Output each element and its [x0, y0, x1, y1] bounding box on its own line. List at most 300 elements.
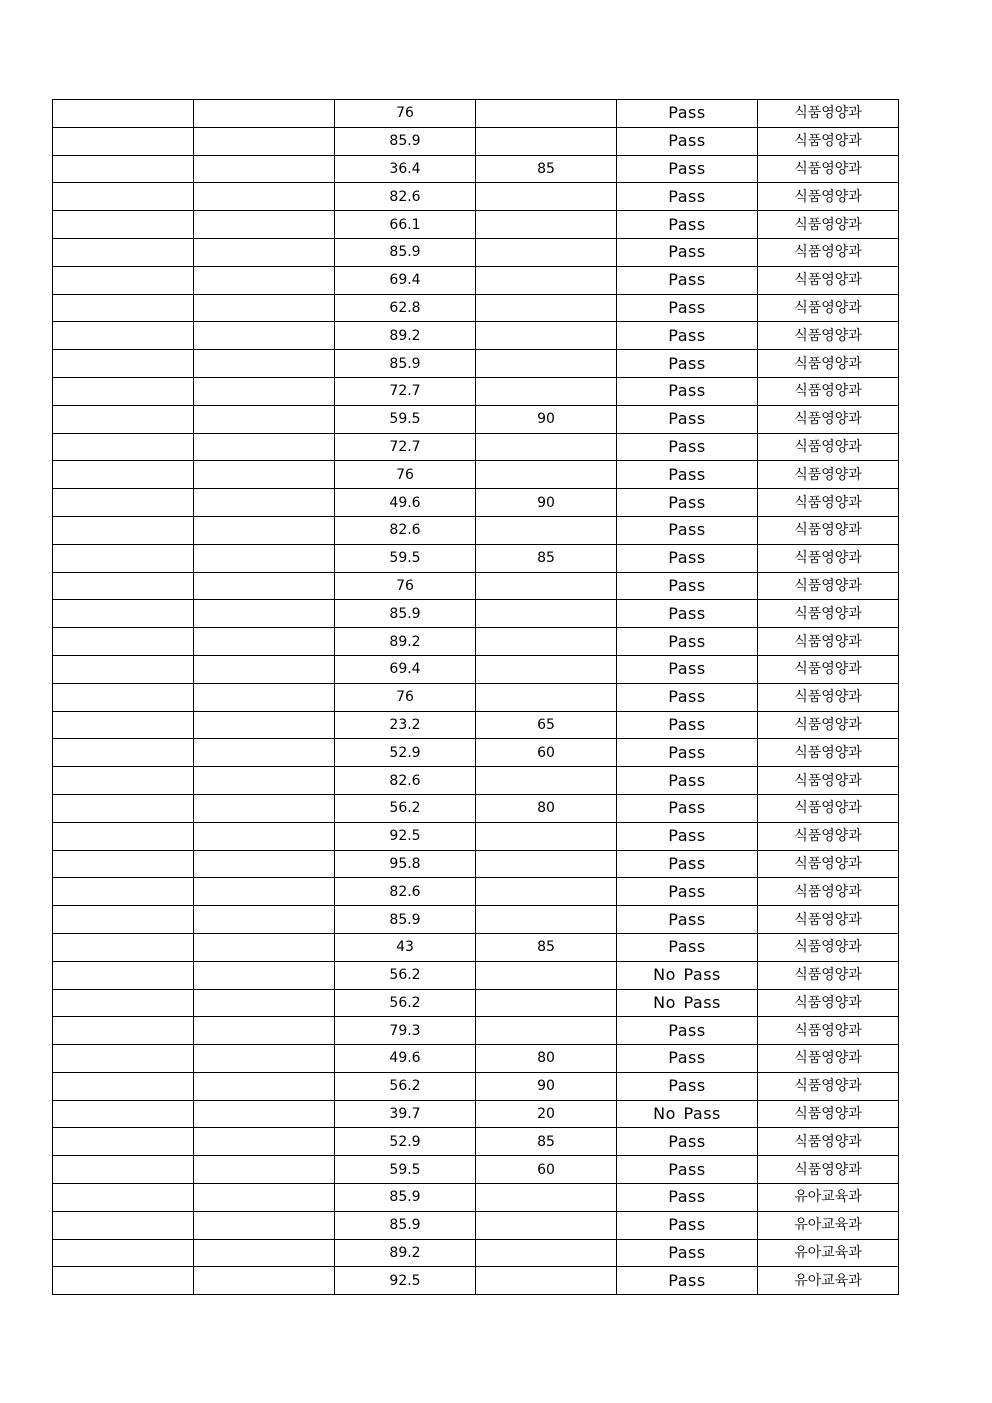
cell-score-2: [476, 1267, 617, 1295]
cell-score-2: 60: [476, 739, 617, 767]
cell-col-2: [194, 1100, 335, 1128]
cell-department: 식품영양과: [758, 489, 899, 517]
cell-col-2: [194, 433, 335, 461]
cell-result: Pass: [617, 1017, 758, 1045]
cell-col-2: [194, 794, 335, 822]
cell-score: 85.9: [335, 906, 476, 934]
cell-department: 식품영양과: [758, 1128, 899, 1156]
cell-result: Pass: [617, 100, 758, 128]
table-row: [53, 906, 899, 934]
cell-department: 유아교육과: [758, 1239, 899, 1267]
table-row: [53, 850, 899, 878]
cell-score-2: 85: [476, 155, 617, 183]
cell-department: 식품영양과: [758, 405, 899, 433]
table-row: [53, 461, 899, 489]
cell-score-2: [476, 822, 617, 850]
cell-score-2: [476, 266, 617, 294]
cell-department: 식품영양과: [758, 1156, 899, 1184]
cell-score-2: 85: [476, 1128, 617, 1156]
cell-col-1: [53, 655, 194, 683]
cell-department: 식품영양과: [758, 238, 899, 266]
cell-col-1: [53, 1239, 194, 1267]
cell-score: 76: [335, 461, 476, 489]
cell-col-1: [53, 433, 194, 461]
cell-col-1: [53, 211, 194, 239]
cell-col-1: [53, 989, 194, 1017]
cell-col-1: [53, 933, 194, 961]
cell-score-2: [476, 767, 617, 795]
cell-department: 식품영양과: [758, 711, 899, 739]
cell-col-1: [53, 572, 194, 600]
cell-col-2: [194, 1211, 335, 1239]
cell-col-1: [53, 322, 194, 350]
cell-department: 식품영양과: [758, 878, 899, 906]
table-row: [53, 1239, 899, 1267]
table-row: [53, 1017, 899, 1045]
cell-col-2: [194, 767, 335, 795]
cell-col-2: [194, 322, 335, 350]
cell-col-2: [194, 1184, 335, 1212]
cell-score-2: [476, 516, 617, 544]
cell-result: Pass: [617, 1211, 758, 1239]
table-row: [53, 1072, 899, 1100]
cell-col-2: [194, 1128, 335, 1156]
cell-score-2: [476, 322, 617, 350]
cell-score: 89.2: [335, 1239, 476, 1267]
cell-col-1: [53, 1267, 194, 1295]
cell-col-2: [194, 516, 335, 544]
cell-score: 49.6: [335, 1045, 476, 1073]
table-row: [53, 655, 899, 683]
table-row: [53, 100, 899, 128]
cell-score: 23.2: [335, 711, 476, 739]
cell-col-2: [194, 1072, 335, 1100]
cell-department: 식품영양과: [758, 461, 899, 489]
cell-col-1: [53, 266, 194, 294]
cell-col-2: [194, 1156, 335, 1184]
cell-score-2: [476, 127, 617, 155]
cell-score: 79.3: [335, 1017, 476, 1045]
cell-result: Pass: [617, 850, 758, 878]
table-row: [53, 377, 899, 405]
table-row: [53, 155, 899, 183]
cell-col-2: [194, 461, 335, 489]
cell-col-2: [194, 377, 335, 405]
cell-col-2: [194, 294, 335, 322]
cell-result: Pass: [617, 600, 758, 628]
cell-col-2: [194, 600, 335, 628]
cell-result: Pass: [617, 489, 758, 517]
cell-department: 식품영양과: [758, 211, 899, 239]
cell-col-2: [194, 350, 335, 378]
cell-score: 66.1: [335, 211, 476, 239]
cell-col-1: [53, 238, 194, 266]
cell-score-2: [476, 628, 617, 656]
cell-score-2: [476, 211, 617, 239]
table-row: [53, 433, 899, 461]
cell-result: Pass: [617, 1156, 758, 1184]
table-row: [53, 350, 899, 378]
cell-score-2: [476, 655, 617, 683]
table-row: [53, 322, 899, 350]
table-row: [53, 544, 899, 572]
cell-score-2: 65: [476, 711, 617, 739]
cell-score: 76: [335, 683, 476, 711]
cell-score: 49.6: [335, 489, 476, 517]
cell-col-2: [194, 906, 335, 934]
cell-department: 유아교육과: [758, 1267, 899, 1295]
cell-col-2: [194, 655, 335, 683]
cell-score: 89.2: [335, 322, 476, 350]
cell-col-1: [53, 628, 194, 656]
cell-department: 식품영양과: [758, 600, 899, 628]
table-row: [53, 711, 899, 739]
cell-score: 43: [335, 933, 476, 961]
cell-result: Pass: [617, 655, 758, 683]
cell-col-2: [194, 822, 335, 850]
cell-result: Pass: [617, 266, 758, 294]
cell-result: Pass: [617, 238, 758, 266]
cell-department: 식품영양과: [758, 266, 899, 294]
cell-score: 62.8: [335, 294, 476, 322]
cell-col-2: [194, 711, 335, 739]
cell-col-1: [53, 850, 194, 878]
cell-department: 식품영양과: [758, 961, 899, 989]
table-row: [53, 628, 899, 656]
table-row: [53, 1267, 899, 1295]
cell-result: No Pass: [617, 1100, 758, 1128]
cell-department: 식품영양과: [758, 572, 899, 600]
cell-result: Pass: [617, 906, 758, 934]
cell-score: 95.8: [335, 850, 476, 878]
table-row: [53, 1156, 899, 1184]
cell-col-1: [53, 1184, 194, 1212]
cell-department: 식품영양과: [758, 516, 899, 544]
cell-department: 식품영양과: [758, 850, 899, 878]
cell-score-2: 20: [476, 1100, 617, 1128]
cell-department: 식품영양과: [758, 794, 899, 822]
cell-col-1: [53, 350, 194, 378]
table-row: [53, 989, 899, 1017]
cell-score: 52.9: [335, 1128, 476, 1156]
cell-score-2: [476, 878, 617, 906]
cell-score: 85.9: [335, 350, 476, 378]
cell-col-2: [194, 878, 335, 906]
cell-col-2: [194, 211, 335, 239]
cell-result: Pass: [617, 461, 758, 489]
cell-result: Pass: [617, 628, 758, 656]
table-row: [53, 1184, 899, 1212]
cell-department: 식품영양과: [758, 628, 899, 656]
table-row: [53, 238, 899, 266]
cell-score-2: 90: [476, 1072, 617, 1100]
cell-score: 92.5: [335, 822, 476, 850]
cell-score: 59.5: [335, 1156, 476, 1184]
cell-score: 59.5: [335, 544, 476, 572]
cell-col-2: [194, 155, 335, 183]
cell-col-1: [53, 155, 194, 183]
cell-score-2: 85: [476, 544, 617, 572]
cell-col-1: [53, 767, 194, 795]
cell-department: 식품영양과: [758, 155, 899, 183]
cell-col-1: [53, 1100, 194, 1128]
cell-department: 식품영양과: [758, 433, 899, 461]
cell-result: Pass: [617, 878, 758, 906]
cell-col-1: [53, 294, 194, 322]
cell-score-2: [476, 461, 617, 489]
cell-score-2: [476, 1017, 617, 1045]
cell-result: Pass: [617, 1128, 758, 1156]
cell-result: Pass: [617, 377, 758, 405]
cell-score: 85.9: [335, 600, 476, 628]
cell-col-2: [194, 989, 335, 1017]
cell-department: 식품영양과: [758, 739, 899, 767]
table-row: [53, 822, 899, 850]
cell-col-2: [194, 405, 335, 433]
cell-col-2: [194, 933, 335, 961]
cell-department: 식품영양과: [758, 1045, 899, 1073]
cell-score-2: [476, 850, 617, 878]
cell-result: Pass: [617, 183, 758, 211]
cell-department: 식품영양과: [758, 294, 899, 322]
cell-result: Pass: [617, 767, 758, 795]
cell-score-2: 80: [476, 794, 617, 822]
cell-score-2: 90: [476, 489, 617, 517]
cell-col-1: [53, 1072, 194, 1100]
cell-col-1: [53, 961, 194, 989]
table-row: [53, 294, 899, 322]
table-row: [53, 683, 899, 711]
cell-score-2: [476, 1211, 617, 1239]
cell-result: Pass: [617, 516, 758, 544]
cell-col-2: [194, 961, 335, 989]
table-row: [53, 933, 899, 961]
cell-department: 식품영양과: [758, 377, 899, 405]
table-row: [53, 405, 899, 433]
cell-col-1: [53, 544, 194, 572]
cell-result: Pass: [617, 127, 758, 155]
cell-score: 56.2: [335, 1072, 476, 1100]
cell-col-2: [194, 850, 335, 878]
cell-result: Pass: [617, 294, 758, 322]
cell-score: 82.6: [335, 183, 476, 211]
cell-score: 52.9: [335, 739, 476, 767]
cell-result: Pass: [617, 1267, 758, 1295]
cell-col-1: [53, 600, 194, 628]
cell-score: 76: [335, 100, 476, 128]
cell-score-2: [476, 377, 617, 405]
table-row: [53, 211, 899, 239]
table-row: [53, 183, 899, 211]
cell-score: 36.4: [335, 155, 476, 183]
cell-col-2: [194, 1045, 335, 1073]
cell-result: Pass: [617, 405, 758, 433]
cell-result: Pass: [617, 1239, 758, 1267]
cell-score: 56.2: [335, 794, 476, 822]
cell-score-2: 85: [476, 933, 617, 961]
cell-result: Pass: [617, 933, 758, 961]
cell-score: 76: [335, 572, 476, 600]
cell-score-2: [476, 100, 617, 128]
cell-score-2: 80: [476, 1045, 617, 1073]
table-row: [53, 266, 899, 294]
cell-department: 식품영양과: [758, 1017, 899, 1045]
cell-col-1: [53, 906, 194, 934]
cell-score-2: [476, 572, 617, 600]
cell-department: 식품영양과: [758, 322, 899, 350]
cell-col-2: [194, 739, 335, 767]
cell-result: Pass: [617, 739, 758, 767]
cell-col-1: [53, 516, 194, 544]
table-row: [53, 794, 899, 822]
cell-col-1: [53, 183, 194, 211]
cell-col-1: [53, 377, 194, 405]
cell-result: Pass: [617, 711, 758, 739]
table-row: [53, 1211, 899, 1239]
cell-result: Pass: [617, 211, 758, 239]
cell-score-2: [476, 1239, 617, 1267]
cell-result: Pass: [617, 1184, 758, 1212]
results-table-body: [53, 100, 899, 1295]
cell-score: 85.9: [335, 1211, 476, 1239]
cell-department: 식품영양과: [758, 655, 899, 683]
cell-col-1: [53, 794, 194, 822]
table-row: [53, 516, 899, 544]
cell-department: 식품영양과: [758, 989, 899, 1017]
cell-score-2: [476, 906, 617, 934]
cell-score-2: [476, 350, 617, 378]
cell-score: 72.7: [335, 377, 476, 405]
table-row: [53, 961, 899, 989]
cell-score: 85.9: [335, 1184, 476, 1212]
table-row: [53, 600, 899, 628]
cell-col-2: [194, 1267, 335, 1295]
cell-score: 39.7: [335, 1100, 476, 1128]
cell-department: 식품영양과: [758, 683, 899, 711]
cell-col-2: [194, 238, 335, 266]
cell-department: 식품영양과: [758, 544, 899, 572]
cell-department: 식품영양과: [758, 350, 899, 378]
table-row: [53, 739, 899, 767]
cell-col-2: [194, 683, 335, 711]
cell-score-2: [476, 961, 617, 989]
cell-col-1: [53, 489, 194, 517]
cell-col-1: [53, 1211, 194, 1239]
cell-result: Pass: [617, 1045, 758, 1073]
cell-col-1: [53, 1128, 194, 1156]
cell-score: 85.9: [335, 238, 476, 266]
cell-score-2: [476, 294, 617, 322]
cell-result: Pass: [617, 433, 758, 461]
table-row: [53, 572, 899, 600]
cell-result: Pass: [617, 322, 758, 350]
cell-score-2: 90: [476, 405, 617, 433]
cell-col-1: [53, 461, 194, 489]
cell-col-2: [194, 127, 335, 155]
cell-result: No Pass: [617, 989, 758, 1017]
cell-result: Pass: [617, 155, 758, 183]
cell-score: 56.2: [335, 961, 476, 989]
table-row: [53, 878, 899, 906]
table-row: [53, 127, 899, 155]
cell-score: 69.4: [335, 266, 476, 294]
cell-department: 유아교육과: [758, 1211, 899, 1239]
cell-score: 82.6: [335, 516, 476, 544]
cell-department: 식품영양과: [758, 1072, 899, 1100]
cell-result: Pass: [617, 572, 758, 600]
table-row: [53, 489, 899, 517]
cell-result: Pass: [617, 822, 758, 850]
cell-col-1: [53, 1156, 194, 1184]
cell-col-1: [53, 100, 194, 128]
cell-result: Pass: [617, 1072, 758, 1100]
cell-result: Pass: [617, 544, 758, 572]
cell-result: Pass: [617, 794, 758, 822]
cell-score-2: [476, 600, 617, 628]
cell-col-1: [53, 822, 194, 850]
table-row: [53, 1128, 899, 1156]
cell-col-1: [53, 711, 194, 739]
cell-col-1: [53, 878, 194, 906]
cell-score: 72.7: [335, 433, 476, 461]
cell-score: 85.9: [335, 127, 476, 155]
cell-result: No Pass: [617, 961, 758, 989]
cell-score: 59.5: [335, 405, 476, 433]
cell-score: 82.6: [335, 767, 476, 795]
cell-department: 식품영양과: [758, 1100, 899, 1128]
cell-col-2: [194, 183, 335, 211]
cell-col-2: [194, 100, 335, 128]
cell-score: 89.2: [335, 628, 476, 656]
cell-col-1: [53, 739, 194, 767]
cell-col-2: [194, 1239, 335, 1267]
table-row: [53, 767, 899, 795]
cell-score: 56.2: [335, 989, 476, 1017]
cell-col-1: [53, 127, 194, 155]
cell-department: 식품영양과: [758, 767, 899, 795]
cell-department: 식품영양과: [758, 822, 899, 850]
cell-col-2: [194, 544, 335, 572]
cell-score: 92.5: [335, 1267, 476, 1295]
cell-score-2: [476, 989, 617, 1017]
cell-department: 식품영양과: [758, 100, 899, 128]
cell-score-2: [476, 433, 617, 461]
cell-col-1: [53, 683, 194, 711]
cell-col-1: [53, 1017, 194, 1045]
cell-result: Pass: [617, 350, 758, 378]
cell-col-1: [53, 1045, 194, 1073]
cell-score-2: 60: [476, 1156, 617, 1184]
cell-score: 69.4: [335, 655, 476, 683]
cell-department: 유아교육과: [758, 1184, 899, 1212]
cell-department: 식품영양과: [758, 183, 899, 211]
cell-score-2: [476, 1184, 617, 1212]
cell-col-2: [194, 489, 335, 517]
cell-score-2: [476, 183, 617, 211]
cell-score-2: [476, 238, 617, 266]
cell-department: 식품영양과: [758, 906, 899, 934]
cell-department: 식품영양과: [758, 933, 899, 961]
cell-col-2: [194, 266, 335, 294]
cell-score-2: [476, 683, 617, 711]
cell-result: Pass: [617, 683, 758, 711]
cell-department: 식품영양과: [758, 127, 899, 155]
results-table: [52, 99, 899, 1295]
cell-col-2: [194, 628, 335, 656]
cell-col-2: [194, 572, 335, 600]
cell-col-1: [53, 405, 194, 433]
cell-col-2: [194, 1017, 335, 1045]
